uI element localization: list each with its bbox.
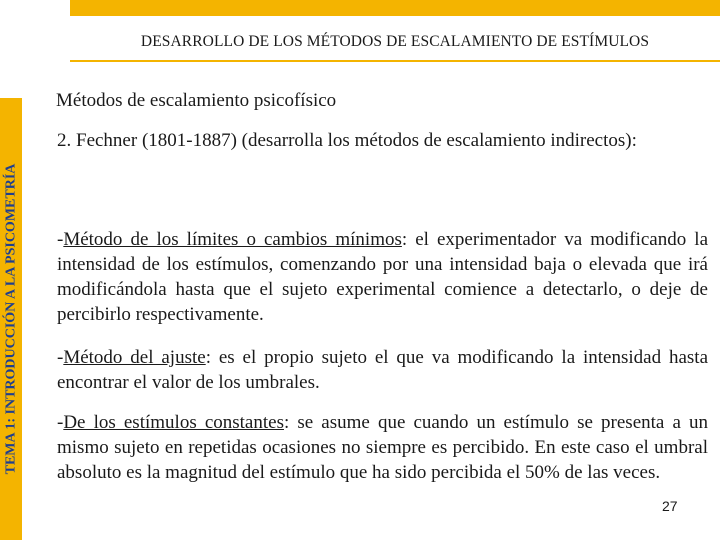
method-adjustment-paragraph <box>57 345 708 395</box>
section-subtitle: Métodos de escalamiento psicofísico <box>56 90 337 111</box>
method-constant-prefix: - <box>57 412 64 433</box>
page-number: 27 <box>662 498 678 514</box>
method-adjustment-text: : es el propio sujeto el que va modificando la intensidad hasta encontrar el valor de los umbrales. <box>57 347 708 393</box>
top-accent-bar <box>70 0 720 16</box>
method-constant-stimuli-paragraph <box>57 410 708 485</box>
header-divider <box>70 60 720 62</box>
method-adjustment-name: Método del ajuste <box>63 347 206 368</box>
method-limits-paragraph <box>57 227 708 327</box>
method-adjustment-prefix: - <box>57 347 64 368</box>
method-constant-text: : se asume que cuando un estímulo se presenta a un mismo sujeto en repetidas ocasiones no siempre es percibido. En este caso el umbral absoluto es la magnitud del estímulo que ha sido percibida el 50% de las veces. <box>57 412 708 483</box>
method-limits-name: Método de los límites o cambios mínimos <box>63 229 402 250</box>
sidebar-topic-text: TEMA 1: INTRODUCCIÓN A LA PSICOMETRÍA <box>3 163 19 475</box>
slide-header-title: DESARROLLO DE LOS MÉTODOS DE ESCALAMIENTO DE ESTÍMULOS <box>140 33 650 50</box>
method-limits-prefix: - <box>57 229 64 250</box>
method-limits-text: : el experimentador va modificando la intensidad de los estímulos, comenzando por una intensidad baja o elevada que irá modificándola hasta que el sujeto experimental comience a detectarlo, o deje de percibirlo respectivamente. <box>57 229 708 325</box>
intro-paragraph: 2. Fechner (1801-1887) (desarrolla los métodos de escalamiento indirectos): <box>57 130 637 151</box>
method-constant-name: De los estímulos constantes <box>63 412 284 433</box>
sidebar-topic-label <box>0 98 22 540</box>
